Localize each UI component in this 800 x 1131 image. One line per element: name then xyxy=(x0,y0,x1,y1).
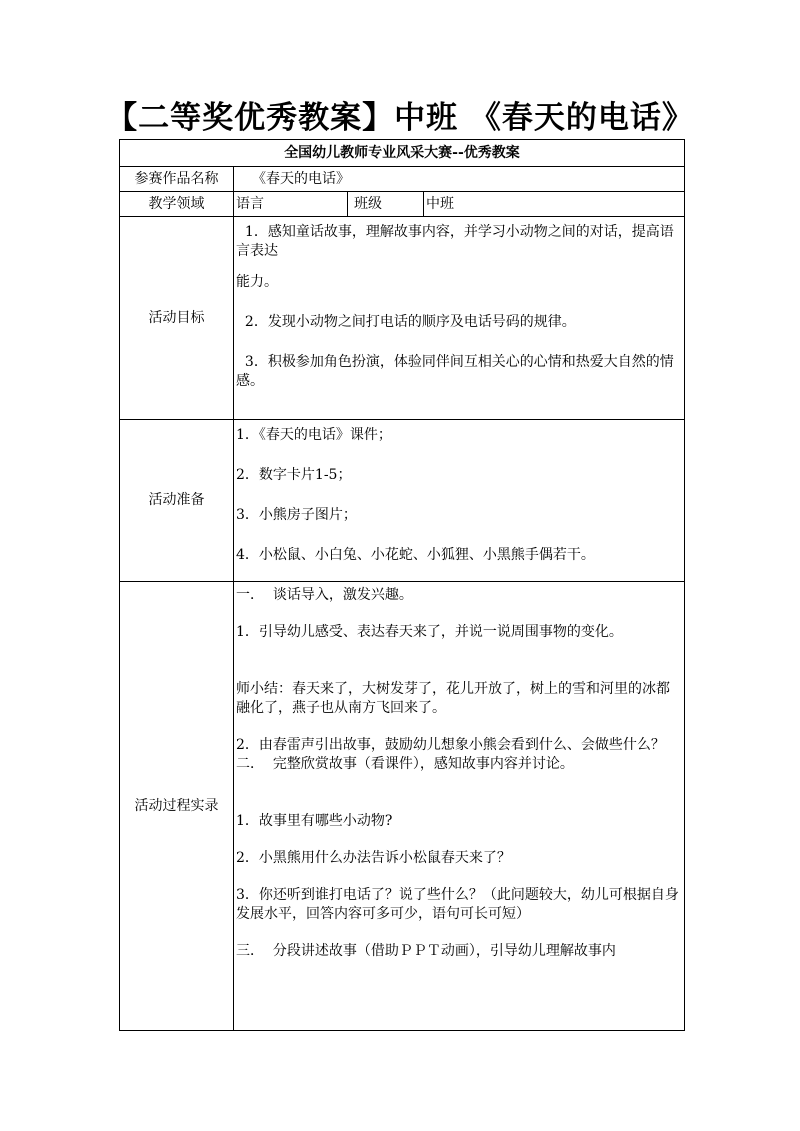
class-label: 班级 xyxy=(348,192,424,217)
goals-row xyxy=(120,217,685,420)
domain-label: 教学领域 xyxy=(120,192,234,217)
goal-item: 2．发现小动物之间打电话的顺序及电话号码的规律。 xyxy=(236,314,576,330)
table-header-row xyxy=(120,140,685,167)
work-name-row xyxy=(120,167,685,192)
process-content xyxy=(234,582,685,1031)
domain-row xyxy=(120,192,685,217)
process-item: 1．引导幼儿感受、表达春天来了，并说一说周围事物的变化。 xyxy=(236,624,623,640)
process-item: 2．由春雷声引出故事，鼓励幼儿想象小熊会看到什么、会做些什么？ 二． 完整欣赏故事（看课件），感知故事内容并讨论。 xyxy=(236,737,674,772)
process-row xyxy=(120,582,685,1031)
prep-item: 4．小松鼠、小白兔、小花蛇、小狐狸、小黑熊手偶若干。 xyxy=(236,547,595,563)
process-item: 3．你还听到谁打电话了？说了些什么？（此问题较大，幼儿可根据自身发展水平，回答内容可多可少，语句可长可短） xyxy=(236,887,679,922)
process-item: 师小结：春天来了，大树发芽了，花儿开放了，树上的雪和河里的冰都融化了，燕子也从南方飞回来了。 xyxy=(236,681,670,716)
goals-label: 活动目标 xyxy=(120,217,234,420)
prep-label: 活动准备 xyxy=(120,420,234,582)
class-value: 中班 xyxy=(424,192,685,217)
process-item: 一． 谈话导入，激发兴趣。 xyxy=(236,587,413,603)
prep-content xyxy=(234,420,685,582)
prep-item: 3．小熊房子图片； xyxy=(236,507,357,523)
goal-item: 1．感知童话故事，理解故事内容，并学习小动物之间的对话，提高语言表达 xyxy=(236,224,674,259)
process-item: 三． 分段讲述故事（借助ＰＰＴ动画），引导幼儿理解故事内 xyxy=(236,943,616,959)
goal-item: 3．积极参加角色扮演，体验同伴间互相关心的心情和热爱大自然的情感。 xyxy=(236,354,674,389)
table-header: 全国幼儿教师专业风采大赛--优秀教案 xyxy=(120,140,685,167)
prep-row xyxy=(120,420,685,582)
work-name-value: 《春天的电话》 xyxy=(234,167,685,192)
goals-content xyxy=(234,217,685,420)
document-title: 【二等奖优秀教案】中班 《春天的电话》 xyxy=(106,100,694,136)
prep-item: 2．数字卡片1-5； xyxy=(236,467,352,483)
prep-item: 1．《春天的电话》课件； xyxy=(236,427,392,443)
process-item: 1．故事里有哪些小动物? xyxy=(236,813,393,829)
process-item: 2．小黑熊用什么办法告诉小松鼠春天来了？ xyxy=(236,850,511,866)
goal-item: 能力。 xyxy=(236,274,278,290)
domain-value: 语言 xyxy=(234,192,348,217)
lesson-plan-table xyxy=(119,139,685,1031)
process-label: 活动过程实录 xyxy=(120,582,234,1031)
work-name-label: 参赛作品名称 xyxy=(120,167,234,192)
